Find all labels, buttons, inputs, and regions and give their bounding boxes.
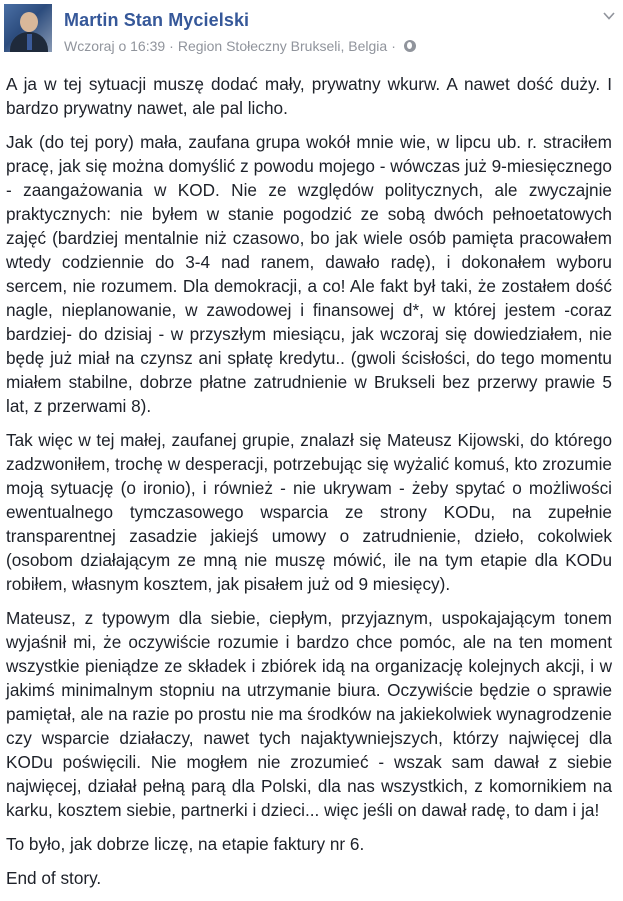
avatar-head	[20, 12, 38, 32]
author-name[interactable]: Martin Stan Mycielski	[64, 10, 250, 30]
chevron-down-icon[interactable]	[603, 10, 615, 22]
post-meta	[64, 38, 416, 54]
post-paragraph: Jak (do tej pory) mała, zaufana grupa wokół mnie wie, w lipcu ub. r. straciłem pracę, jak się można domyślić z powodu mojego - wówczas już 9-miesięcznego - zaangażowania w KOD. Nie ze względów politycznych, ale zwyczajnie praktycznych: nie byłem w stanie pogodzić ze sobą dwóch pełnoetatowych zajęć (bardziej mentalnie niż czasowo, bo jak wiele osób pamięta pracowałem wtedy codziennie do 3-4 nad ranem, dawało radę), i dokonałem wyboru sercem, nie rozumem. Dla demokracji, a co! Ale fakt był taki, że zostałem dość nagle, nieplanowanie, w zawodowej i finansowej d*, w której jestem -coraz bardziej- do dzisiaj - w przyszłym miesiącu, jak wczoraj się dowiedziałem, nie będę już miał na czynsz ani spłatę kredytu.. (gwoli ścisłości, do tego momentu miałem stabilne, dobrze płatne zatrudnienie w Brukseli bez przerwy prawie 5 lat, z przerwami 8).	[6, 132, 612, 416]
post-paragraph: To było, jak dobrze liczę, na etapie faktury nr 6.	[6, 834, 365, 854]
meta-separator-2: ·	[391, 38, 396, 54]
avatar-tie	[27, 34, 32, 50]
post-header	[0, 0, 623, 62]
post-paragraph: Tak więc w tej małej, zaufanej grupie, znalazł się Mateusz Kijowski, do którego zadzwoniłem, trochę w desperacji, potrzebując się wyżalić komuś, kto zrozumie moją sytuację (o ironio), i również - nie ukrywam - żeby spytać o możliwości ewentualnego tymczasowego wsparcia ze strony KODu, na zupełnie transparentnej zasadzie jakiejś umowy o zatrudnienie, dzieło, cokolwiek (osobom działającym ze mną nie muszę mówić, ile na tym etapie dla KODu robiłem, własnym kosztem, jak pisałem już od 9 miesięcy).	[6, 430, 612, 594]
post-paragraph: Mateusz, z typowym dla siebie, ciepłym, przyjaznym, uspokajającym tonem wyjaśnił mi, że oczywiście rozumie i bardzo chce pomóc, ale na ten moment wszystkie pieniądze ze składek i zbiórek idą na organizację kolejnych akcji, i w jakimś minimalnym stopniu na utrzymanie biura. Oczywiście będzie o sprawie pamiętał, ale na razie po prostu nie ma środków na jakiekolwiek wynagrodzenie czy wsparcie działaczy, nawet tych najaktywniejszych, którzy najwięcej dla KODu poświęcili. Nie mogłem nie zrozumieć - wszak sam dawał z siebie najwięcej, działał pełną parą dla Polski, dla nas wszystkich, z komornikiem na karku, kosztem siebie, partnerki i dzieci... więc jeśli on dawał radę, to dam i ja!	[6, 608, 612, 820]
post-body	[6, 72, 612, 900]
post-timestamp[interactable]: Wczoraj o 16:39	[64, 38, 166, 54]
meta-separator: ·	[169, 38, 174, 54]
post-location[interactable]: Region Stołeczny Brukseli, Belgia	[177, 38, 388, 54]
globe-icon[interactable]	[404, 40, 416, 52]
avatar[interactable]	[4, 4, 52, 52]
post-paragraph: End of story.	[6, 868, 102, 888]
post-paragraph: A ja w tej sytuacji muszę dodać mały, prywatny wkurw. A nawet dość duży. I bardzo prywatny nawet, ale pal licho.	[6, 74, 612, 118]
